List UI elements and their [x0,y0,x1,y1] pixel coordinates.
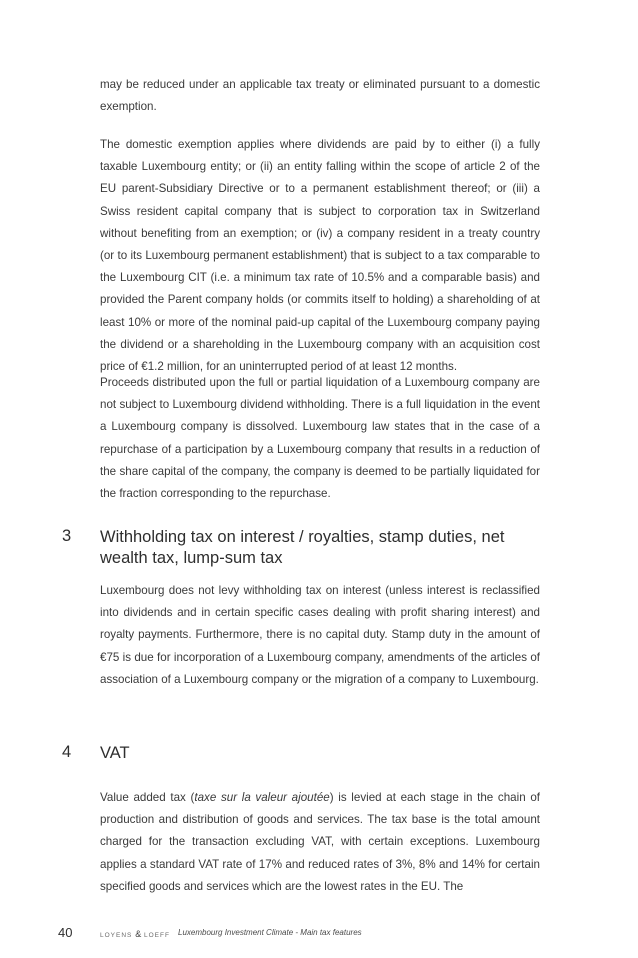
paragraph-vat [100,787,540,898]
section-title-withholding-tax: Withholding tax on interest / royalties, stamp duties, net wealth tax, lump-sum tax [100,528,505,567]
section-number-4: 4 [62,743,72,761]
logo-right-word: LOEFF [144,932,170,939]
vat-text-before: Value added tax ( [100,791,195,804]
section-title-vat: VAT [100,744,130,762]
paragraph-dividend-treaty: may be reduced under an applicable tax treaty or eliminated pursuant to a domestic exemption. [100,78,540,114]
paragraph-domestic-exemption: The domestic exemption applies where dividends are paid by to either (i) a fully taxable Luxembourg entity; or (ii) an entity falling within the scope of article 2 of the EU parent-Subsidiary Directive or to a permanent establishment thereof; or (iii) a Swiss resident capital company that is subject to corporation tax in Switzerland without benefiting from an exemption; or (iv) a company resident in a treaty country (or to its Luxembourg permanent establishment) that is subject to a tax comparable to the Luxembourg CIT (i.e. a minimum tax rate of 10.5% and a comparable basis) and provided the Parent company holds (or commits itself to holding) a shareholding of at least 10% or more of the nominal paid-up capital of the Luxembourg company paying the dividend or a shareholding in the Luxembourg company with an acquisition cost price of €1.2 million, for an uninterrupted period of at least 12 months. [100,138,540,374]
logo-ampersand: & [135,929,142,939]
vat-text-italic: taxe sur la valeur ajoutée [194,791,330,804]
paragraph-liquidation-proceeds: Proceeds distributed upon the full or partial liquidation of a Luxembourg company are not subject to Luxembourg dividend withholding. There is a full liquidation in the event a Luxembourg company is dissolved. Luxembourg law states that in the case of a repurchase of a participation by a Luxembourg company that results in a reduction of the share capital of the company, the company is deemed to be partially liquidated for the fraction corresponding to the repurchase. [100,376,540,501]
loyens-loeff-logo [100,929,170,939]
section-number-3: 3 [62,527,72,545]
logo-left-word: LOYENS [100,932,133,939]
page-number: 40 [58,925,73,940]
paragraph-withholding-interest: Luxembourg does not levy withholding tax on interest (unless interest is reclassified into dividends and in certain specific cases dealing with profit sharing interest) and royalty payments. Furthermore, there is no capital duty. Stamp duty in the amount of €75 is due for incorporation of a Luxembourg company, amendments of the articles of association of a Luxembourg company or the migration of a company to Luxembourg. [100,584,540,686]
footer-caption: Luxembourg Investment Climate - Main tax features [178,928,362,937]
vat-text-after: ) is levied at each stage in the chain of production and distribution of goods and services. The tax base is the total amount charged for the transaction excluding VAT, with certain exceptions. Luxembourg applies a standard VAT rate of 17% and reduced rates of 3%, 8% and 14% for certain specified goods and services which are the lowest rates in the EU. The [100,791,540,893]
